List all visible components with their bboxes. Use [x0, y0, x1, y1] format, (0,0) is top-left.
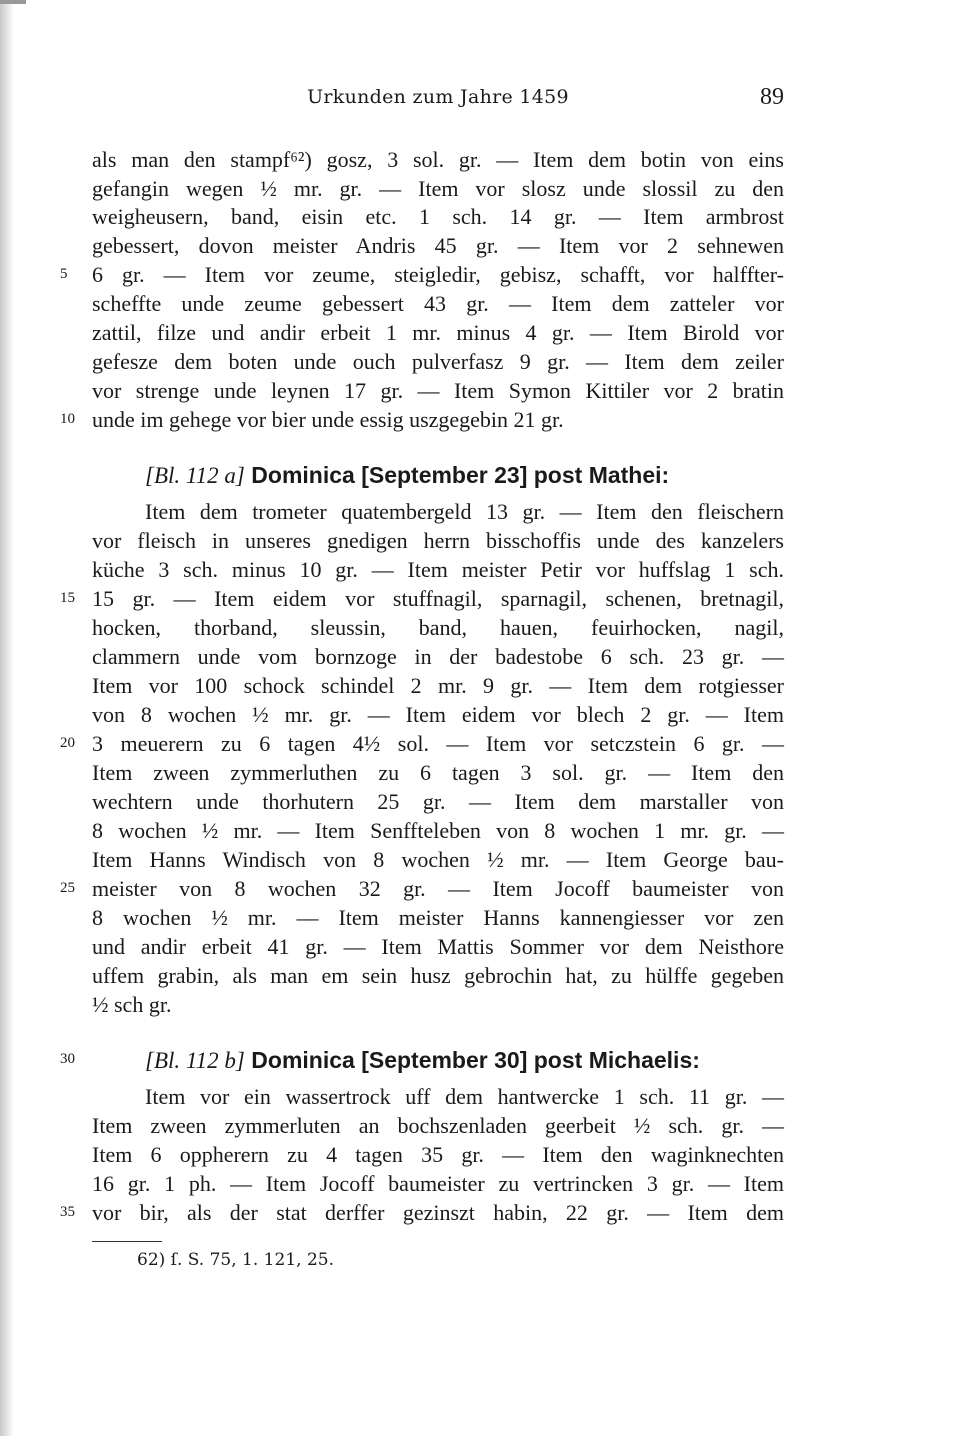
text-line: gefesze dem boten unde ouch pulverfasz 9 gr. — Item dem zeiler [92, 349, 784, 374]
section-heading-text: Dominica [September 23] post Mathei: [251, 462, 670, 488]
text-line: Item vor ein wassertrock uff dem hantwercke 1 sch. 11 gr. — [145, 1084, 784, 1109]
text-line: 8 wochen ½ mr. — Item meister Hanns kannengiesser vor zen [92, 905, 784, 930]
text-line: zattil, filze und andir erbeit 1 mr. minus 4 gr. — Item Birold vor [92, 320, 784, 345]
text-line: Item zween zymmerluthen zu 6 tagen 3 sol. gr. — Item den [92, 760, 784, 785]
margin-line-number: 35 [60, 1204, 75, 1220]
folio-reference: [Bl. 112 a] [145, 463, 245, 488]
text-line: von 8 wochen ½ mr. gr. — Item eidem vor blech 2 gr. — Item [92, 702, 784, 727]
text-line: Item dem trometer quatembergeld 13 gr. — Item den fleischern [145, 499, 784, 524]
text-line: gefangin wegen ½ mr. gr. — Item vor slosz unde slossil zu den [92, 176, 784, 201]
scan-edge-shadow [0, 0, 14, 1436]
text-line: meister von 8 wochen 32 gr. — Item Jocoff baumeister von [92, 876, 784, 901]
page-number: 89 [760, 84, 784, 110]
text-line: als man den stampf⁶²) gosz, 3 sol. gr. — Item dem botin von eins [92, 147, 784, 172]
footnote [137, 1250, 334, 1270]
text-line: gebessert, dovon meister Andris 45 gr. — Item vor 2 sehnewen [92, 233, 784, 258]
footnote-text: ſ. S. 75, 1. 121, 25. [170, 1250, 334, 1270]
margin-line-number: 20 [60, 735, 75, 751]
margin-line-number: 10 [60, 411, 75, 427]
text-line: ½ sch gr. [92, 992, 172, 1017]
section-heading [145, 1045, 700, 1076]
scan-corner-mark [0, 0, 26, 4]
footnote-rule [92, 1241, 162, 1242]
text-line: 16 gr. 1 ph. — Item Jocoff baumeister zu vertrincken 3 gr. — Item [92, 1171, 784, 1196]
section-heading [145, 460, 669, 491]
margin-line-number: 30 [60, 1051, 75, 1067]
text-line: scheffte unde zeume gebessert 43 gr. — Item dem zatteler vor [92, 291, 784, 316]
folio-reference: [Bl. 112 b] [145, 1048, 245, 1073]
running-title: Urkunden zum Jahre 1459 [307, 86, 569, 108]
text-line: vor fleisch in unseres gnedigen herrn bisschoffis unde des kanzelers [92, 528, 784, 553]
text-line: unde im gehege vor bier unde essig uszgegebin 21 gr. [92, 407, 564, 432]
text-line: küche 3 sch. minus 10 gr. — Item meister Petir vor huffslag 1 sch. [92, 557, 784, 582]
text-line: 15 gr. — Item eidem vor stuffnagil, sparnagil, schenen, bretnagil, [92, 586, 784, 611]
page-header [92, 84, 784, 118]
text-line: 6 gr. — Item vor zeume, steigledir, gebisz, schafft, vor halffter- [92, 262, 784, 287]
section-heading-text: Dominica [September 30] post Michaelis: [251, 1047, 700, 1073]
text-line: hocken, thorband, sleussin, band, hauen, feuirhocken, nagil, [92, 615, 784, 640]
margin-line-number: 25 [60, 880, 75, 896]
text-line: und andir erbeit 41 gr. — Item Mattis Sommer vor dem Neisthore [92, 934, 784, 959]
text-line: vor strenge unde leynen 17 gr. — Item Symon Kittiler vor 2 bratin [92, 378, 784, 403]
text-line: 3 meuerern zu 6 tagen 4½ sol. — Item vor setczstein 6 gr. — [92, 731, 784, 756]
text-line: Item vor 100 schock schindel 2 mr. 9 gr. — Item dem rotgiesser [92, 673, 784, 698]
text-line: Item 6 oppherern zu 4 tagen 35 gr. — Item den waginknechten [92, 1142, 784, 1167]
text-line: 8 wochen ½ mr. — Item Senffteleben von 8 wochen 1 mr. gr. — [92, 818, 784, 843]
footnote-mark: 62) [137, 1250, 166, 1270]
text-line: Item zween zymmerluten an bochszenladen geerbeit ½ sch. gr. — [92, 1113, 784, 1138]
text-line: wechtern unde thorhutern 25 gr. — Item dem marstaller von [92, 789, 784, 814]
margin-line-number: 15 [60, 590, 75, 606]
text-line: vor bir, als der stat derffer gezinszt habin, 22 gr. — Item dem [92, 1200, 784, 1225]
margin-line-number: 5 [60, 266, 68, 282]
text-line: uffem grabin, als man em sein husz gebrochin hat, zu hülffe gegeben [92, 963, 784, 988]
text-line: Item Hanns Windisch von 8 wochen ½ mr. — Item George bau- [92, 847, 784, 872]
text-line: weigheusern, band, eisin etc. 1 sch. 14 gr. — Item armbrost [92, 204, 784, 229]
text-line: clammern unde vom bornzoge in der badestobe 6 sch. 23 gr. — [92, 644, 784, 669]
